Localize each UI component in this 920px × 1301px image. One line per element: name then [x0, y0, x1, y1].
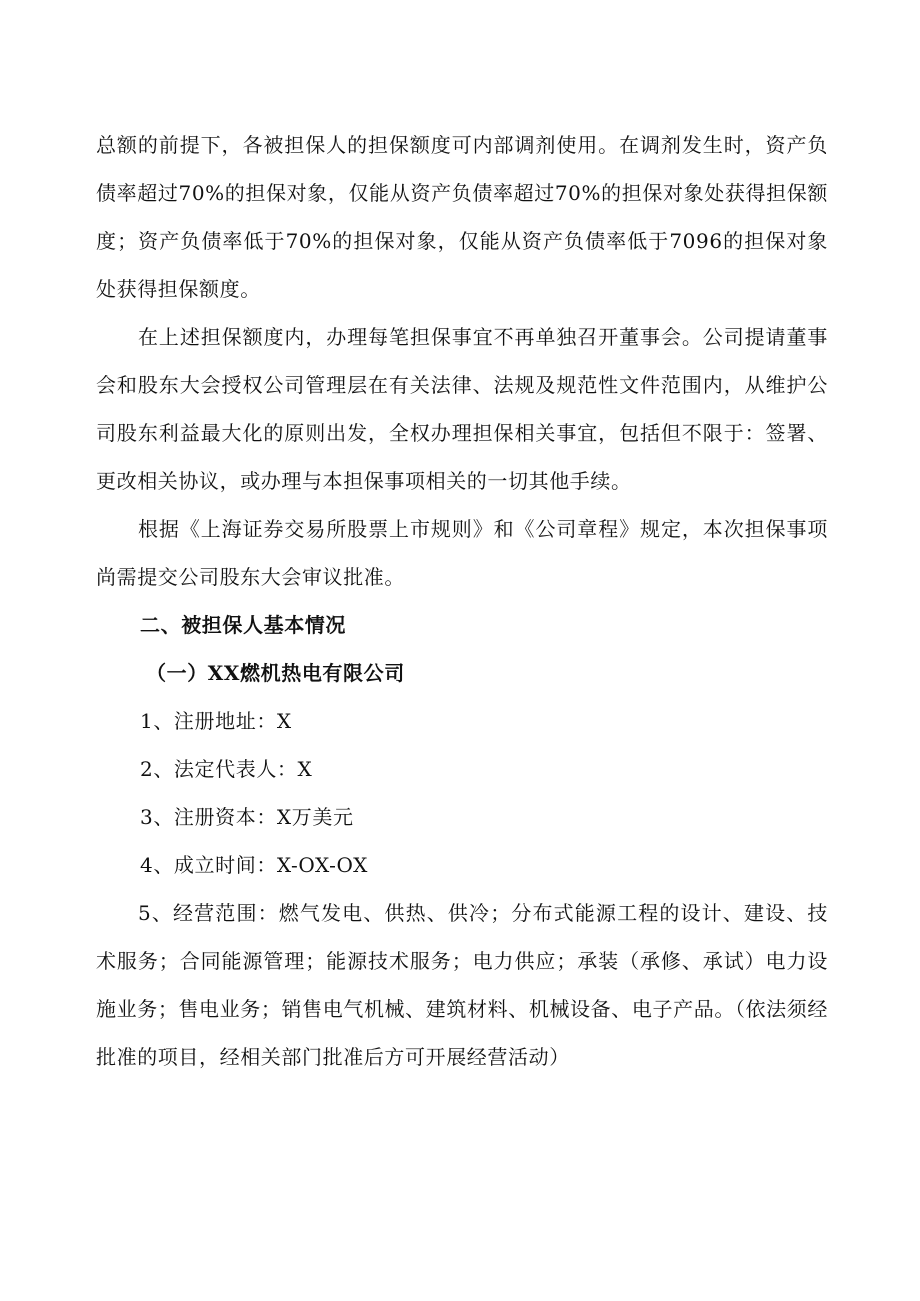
item-establishment-date: 4、成立时间：X-OX-OX [140, 853, 369, 877]
item-legal-representative: 2、法定代表人：X [140, 757, 313, 781]
item-registered-capital: 3、注册资本：X万美元 [140, 805, 354, 829]
item-business-scope: 5、经营范围：燃气发电、供热、供冷；分布式能源工程的设计、建设、技术服务；合同能源管理；能源技术服务；电力供应；承装（承修、承试）电力设施业务；售电业务；销售电气机械、建筑材料、机械设备、电子产品。（依法须经批准的项目，经相关部门批准后方可开展经营活动） [96, 901, 828, 1069]
section-heading: 二、被担保人基本情况 [140, 613, 346, 637]
paragraph-approval-requirement: 根据《上海证券交易所股票上市规则》和《公司章程》规定，本次担保事项尚需提交公司股东大会审议批准。 [96, 517, 828, 589]
item-registered-address: 1、注册地址：X [140, 709, 292, 733]
paragraph-board-authorization: 在上述担保额度内，办理每笔担保事宜不再单独召开董事会。公司提请董事会和股东大会授权公司管理层在有关法律、法规及规范性文件范围内，从维护公司股东利益最大化的原则出发，全权办理担保相关事宜，包括但不限于：签署、更改相关协议，或办理与本担保事项相关的一切其他手续。 [96, 325, 828, 493]
company-subheading: （一）XX燃机热电有限公司 [146, 661, 405, 685]
paragraph-guarantee-adjustment: 总额的前提下，各被担保人的担保额度可内部调剂使用。在调剂发生时，资产负债率超过70%的担保对象，仅能从资产负债率超过70%的担保对象处获得担保额度；资产负债率低于70%的担保对象，仅能从资产负债率低于7096的担保对象处获得担保额度。 [96, 133, 828, 301]
